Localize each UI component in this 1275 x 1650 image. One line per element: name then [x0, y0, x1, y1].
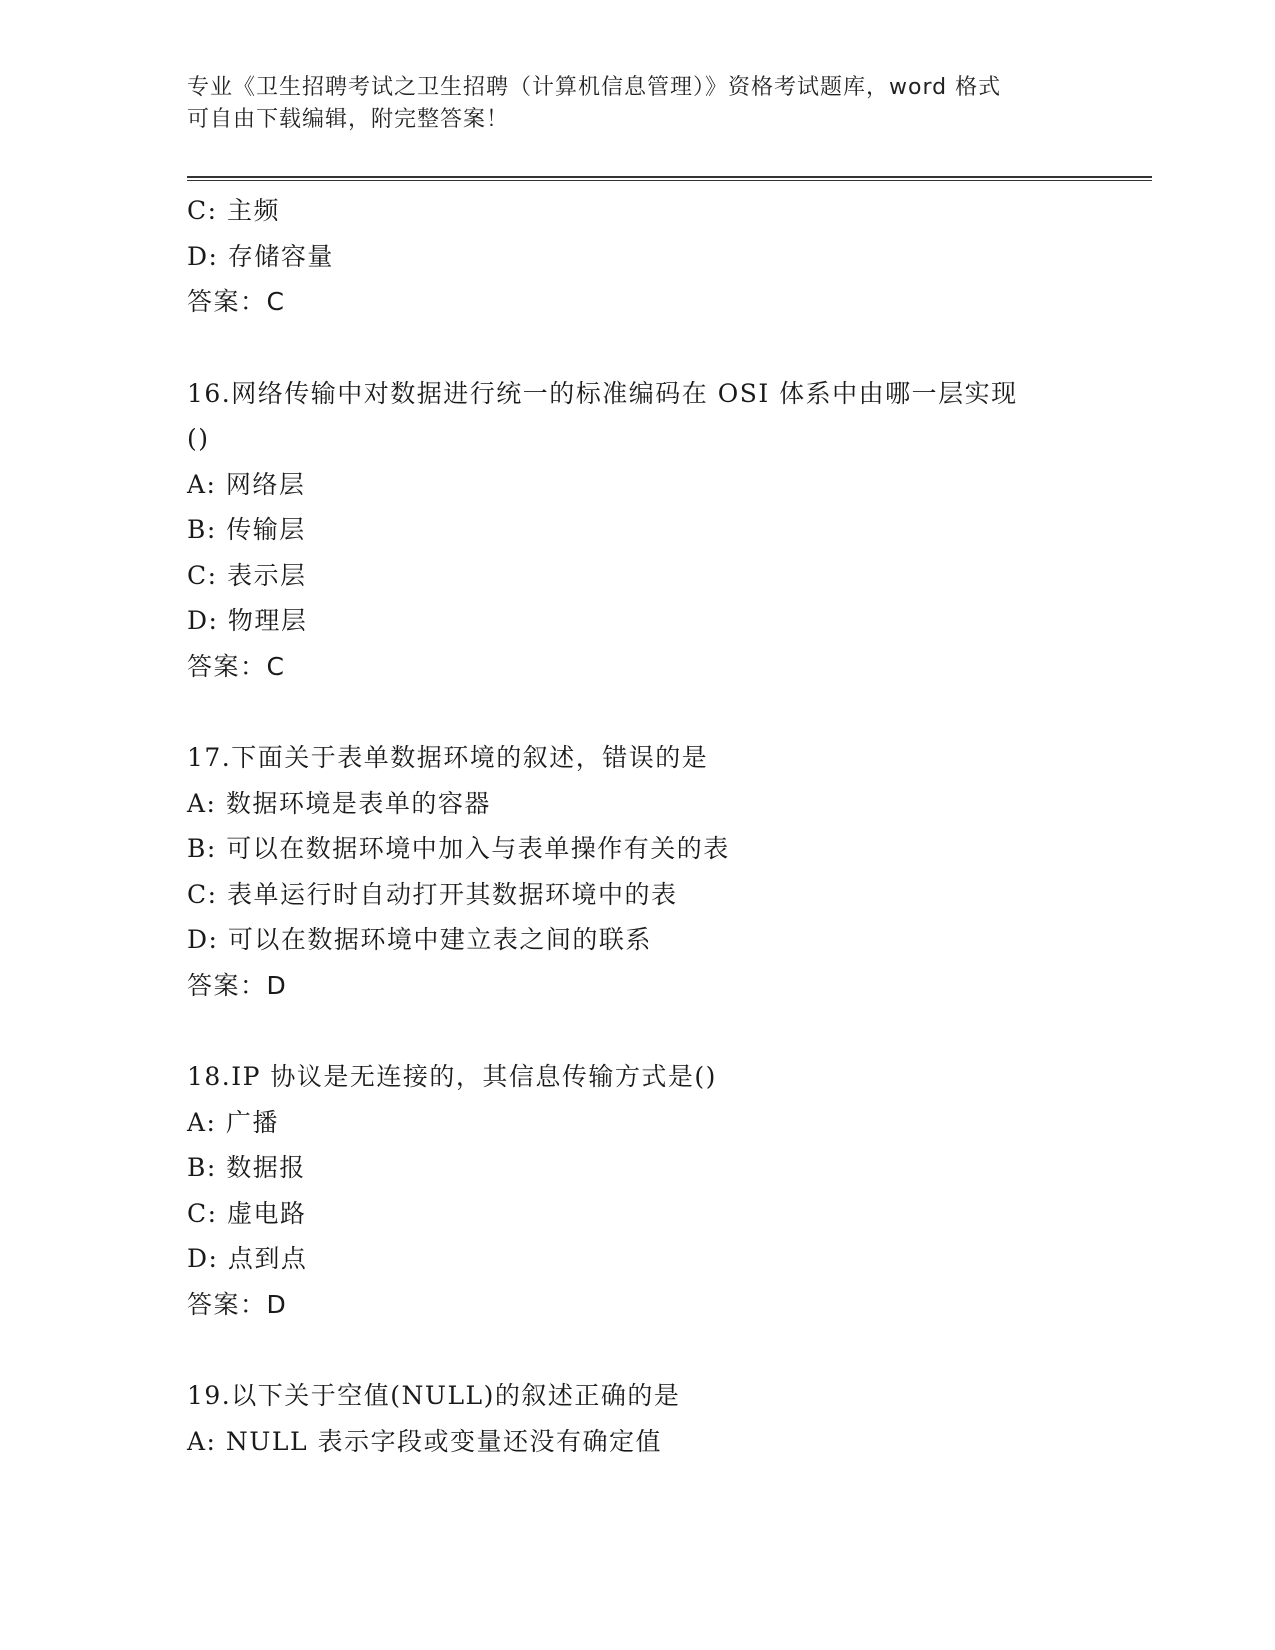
question-stem: 18.IP 协议是无连接的，其信息传输方式是() — [187, 1062, 717, 1091]
spacer — [187, 689, 1147, 735]
answer: 答案：D — [187, 970, 288, 1000]
answer: 答案：C — [187, 287, 286, 316]
header-line-1: 专业《卫生招聘考试之卫生招聘（计算机信息管理）》资格考试题库，word 格式 — [187, 75, 1002, 100]
question-stem-cont: () — [187, 424, 210, 453]
spacer — [187, 1008, 1147, 1054]
question-19 — [187, 1373, 1147, 1464]
option-c: C: 虚电路 — [187, 1198, 307, 1228]
header-divider — [187, 176, 1152, 181]
spacer — [187, 325, 1147, 371]
option-d: D: 点到点 — [187, 1244, 308, 1273]
option-d: D: 可以在数据环境中建立表之间的联系 — [187, 925, 652, 954]
page-header — [187, 72, 1087, 136]
option-a: A: 数据环境是表单的容器 — [187, 788, 491, 818]
option-c: C: 表单运行时自动打开其数据环境中的表 — [187, 879, 678, 909]
question-17 — [187, 735, 1147, 1008]
answer: 答案：D — [187, 1289, 288, 1319]
option-c: C: 表示层 — [187, 560, 307, 590]
option-d: D: 物理层 — [187, 606, 308, 635]
header-line-2: 可自由下载编辑，附完整答案！ — [187, 107, 510, 132]
question-18 — [187, 1054, 1147, 1327]
question-16 — [187, 371, 1147, 690]
question-stem: 17.下面关于表单数据环境的叙述，错误的是 — [187, 743, 709, 772]
option-a: A: NULL 表示字段或变量还没有确定值 — [187, 1426, 663, 1456]
question-15-tail — [187, 188, 1147, 325]
option-a: A: 广播 — [187, 1107, 279, 1137]
option-b: B: 传输层 — [187, 515, 306, 544]
answer: 答案：C — [187, 651, 286, 681]
spacer — [187, 1327, 1147, 1373]
option-a: A: 网络层 — [187, 469, 306, 499]
option-b: B: 可以在数据环境中加入与表单操作有关的表 — [187, 834, 730, 863]
option-d: D: 存储容量 — [187, 241, 334, 271]
option-b: B: 数据报 — [187, 1153, 306, 1182]
question-stem: 16.网络传输中对数据进行统一的标准编码在 OSI 体系中由哪一层实现 — [187, 378, 1018, 408]
question-list — [187, 188, 1147, 1464]
option-c: C: 主频 — [187, 196, 280, 225]
question-stem: 19.以下关于空值(NULL)的叙述正确的是 — [187, 1381, 681, 1410]
